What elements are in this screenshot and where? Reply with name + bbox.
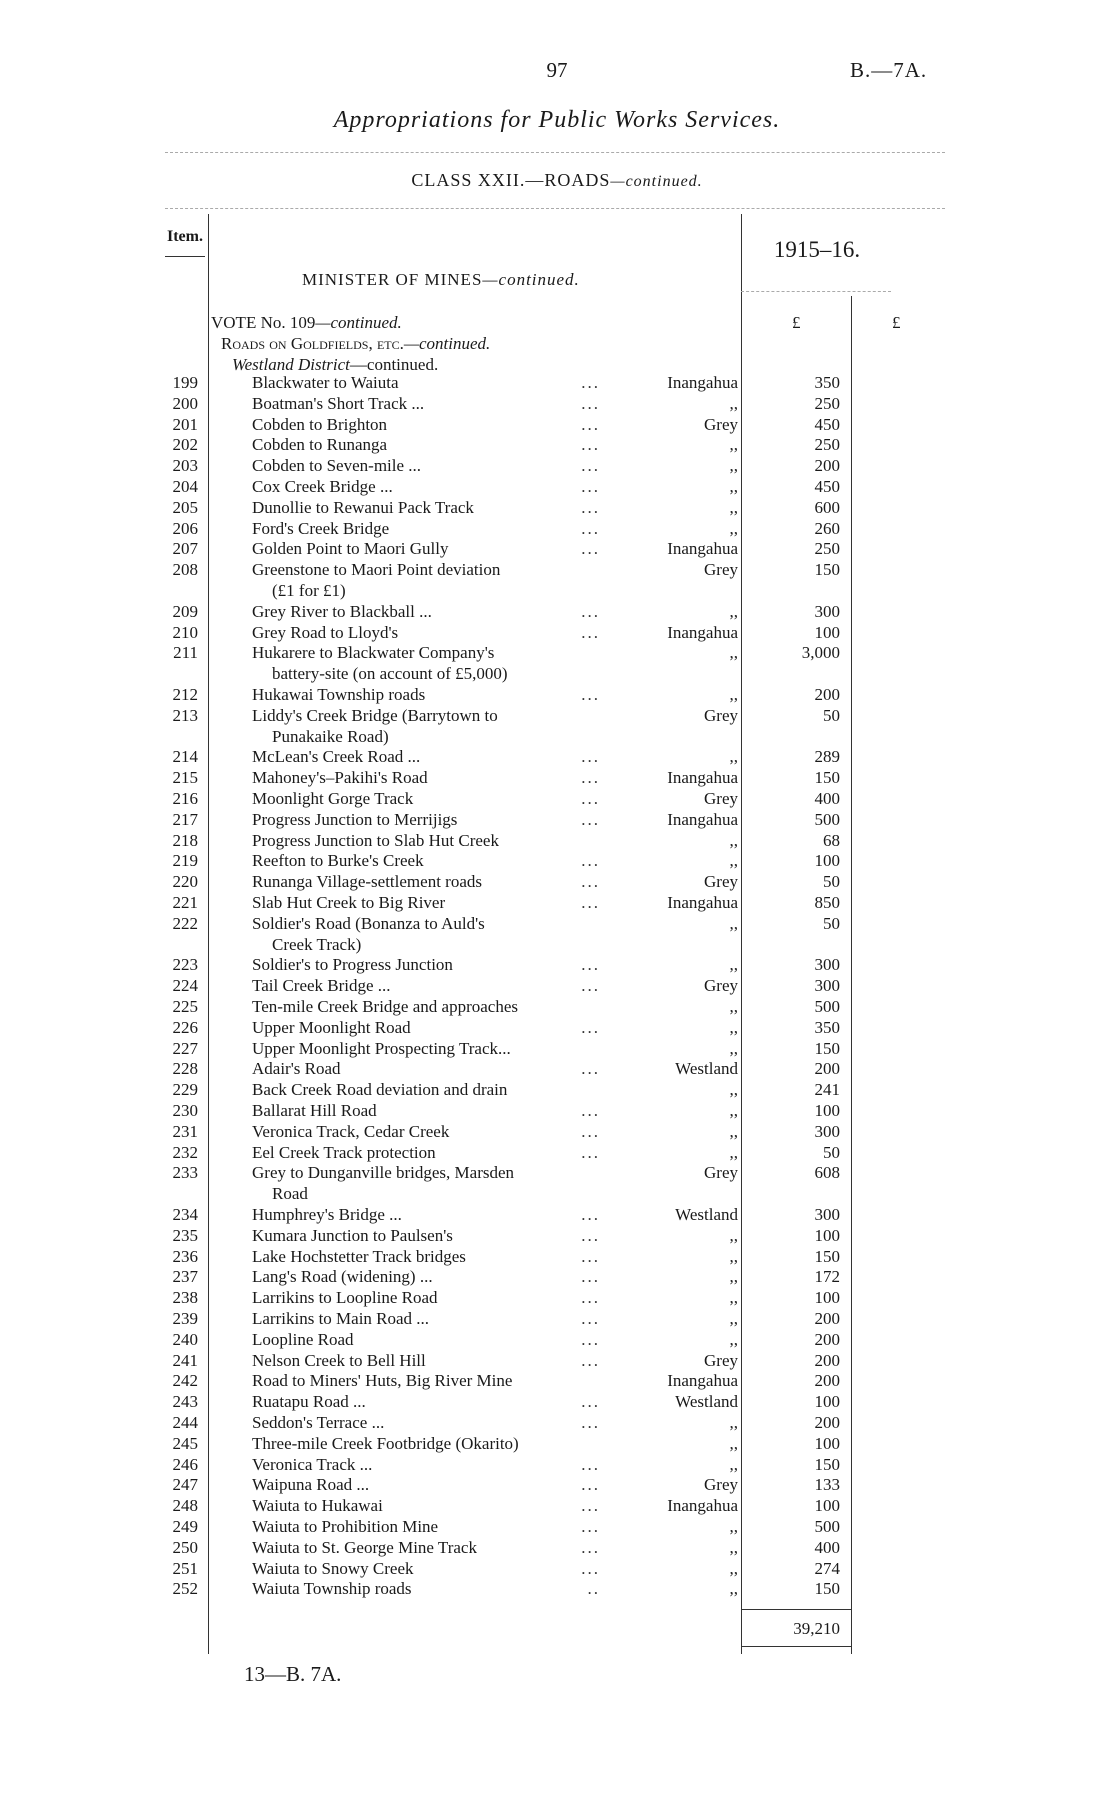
leader-dots: ...: [581, 373, 600, 392]
leader-dots: ...: [581, 1267, 600, 1287]
amount-value: 241: [814, 1080, 840, 1100]
road-description: Humphrey's Bridge ...: [252, 1205, 402, 1224]
road-description: Nelson Creek to Bell Hill: [252, 1350, 426, 1370]
electoral-district: Westland: [675, 1059, 738, 1079]
amount-value: 100: [814, 1433, 840, 1453]
road-description: Eel Creek Track protection: [252, 1142, 436, 1162]
electoral-district: ,,: [729, 1267, 738, 1287]
electoral-district: ,,: [729, 1121, 738, 1141]
item-number: 229: [172, 1080, 198, 1100]
ministry-continued: —continued.: [482, 270, 580, 289]
vote-heading: [211, 313, 402, 333]
title-rule: [165, 152, 945, 153]
ministry-heading: [302, 270, 580, 290]
road-description: Mahoney's–Pakihi's Road: [252, 768, 428, 788]
electoral-district: ,,: [729, 518, 738, 538]
road-description: Veronica Track, Cedar Creek: [252, 1121, 450, 1141]
electoral-district: ,,: [729, 477, 738, 496]
road-description: Tail Creek Bridge ...: [252, 976, 391, 996]
amount-value: 50: [823, 1142, 840, 1162]
road-description: Ballarat Hill Road: [252, 1101, 377, 1120]
electoral-district: Westland: [675, 1392, 738, 1412]
item-number: 214: [172, 747, 198, 767]
road-description: Upper Moonlight Road: [252, 1017, 411, 1037]
total-rule-bottom: [741, 1646, 851, 1647]
electoral-district: Inangahua: [667, 622, 738, 642]
road-description: Soldier's Road (Bonanza to Auld's: [252, 913, 485, 933]
item-number: 199: [172, 373, 198, 392]
road-description: Ruatapu Road ...: [252, 1392, 366, 1412]
amount-value: 289: [814, 747, 840, 767]
amount-value: 350: [814, 373, 840, 392]
item-number: 207: [172, 539, 198, 559]
class-rule: [165, 208, 945, 209]
leader-dots: ...: [581, 1121, 600, 1141]
electoral-district: Grey: [704, 705, 738, 725]
electoral-district: Inangahua: [667, 373, 738, 392]
road-description: Progress Junction to Merrijigs: [252, 809, 458, 829]
road-description: Loopline Road: [252, 1329, 354, 1349]
item-number: 215: [172, 768, 198, 788]
item-number: 204: [172, 477, 198, 496]
amount-value: 150: [814, 768, 840, 788]
road-description-continued: Punakaike Road): [272, 726, 389, 746]
road-description: Hukarere to Blackwater Company's: [252, 643, 495, 663]
vote-number: VOTE No. 109: [211, 313, 316, 332]
leader-dots: ...: [581, 976, 600, 996]
page-number: 97: [546, 58, 568, 82]
item-number: 237: [172, 1267, 198, 1287]
amount-value: 50: [823, 872, 840, 892]
electoral-district: ,,: [729, 1225, 738, 1245]
amount-value: 450: [814, 414, 840, 434]
amount-value: 50: [823, 705, 840, 725]
item-number: 242: [172, 1371, 198, 1391]
electoral-district: ,,: [729, 601, 738, 621]
leader-dots: ...: [581, 789, 600, 808]
amount-value: 600: [814, 497, 840, 517]
item-number: 211: [173, 643, 198, 663]
item-number: 248: [172, 1496, 198, 1516]
amount-value: 300: [814, 955, 840, 975]
road-description: Veronica Track ...: [252, 1454, 373, 1474]
item-number: 230: [172, 1101, 198, 1120]
electoral-district: ,,: [729, 1142, 738, 1162]
year-rule: [741, 291, 891, 292]
electoral-district: Grey: [704, 872, 738, 892]
road-description: Dunollie to Rewanui Pack Track: [252, 497, 474, 517]
electoral-district: ,,: [729, 643, 738, 663]
road-description: Liddy's Creek Bridge (Barrytown to: [252, 705, 498, 725]
road-description: Waiuta to Snowy Creek: [252, 1558, 414, 1578]
road-description: Runanga Village-settlement roads: [252, 872, 482, 892]
vote-continued: —continued.: [315, 313, 402, 332]
amount-value: 200: [814, 1350, 840, 1370]
item-number: 235: [172, 1225, 198, 1245]
amount-value: 100: [814, 851, 840, 871]
electoral-district: ,,: [729, 747, 738, 767]
district-heading: [232, 355, 438, 375]
leader-dots: ...: [581, 1329, 600, 1349]
leader-dots: ...: [581, 1558, 600, 1578]
item-number: 240: [172, 1329, 198, 1349]
amount-value: 500: [814, 1517, 840, 1536]
amount-value: 300: [814, 601, 840, 621]
amount-value: 200: [814, 685, 840, 704]
item-number: 239: [172, 1309, 198, 1328]
ministry-name: MINISTER OF MINES: [302, 270, 483, 289]
amount-value: 200: [814, 1309, 840, 1328]
section-heading: [221, 334, 490, 354]
amount-value: 150: [814, 1038, 840, 1058]
leader-dots: ...: [581, 1475, 600, 1495]
item-number: 212: [172, 685, 198, 704]
amount-value: 172: [814, 1267, 840, 1287]
amount-value: 100: [814, 622, 840, 642]
class-heading: [0, 170, 1114, 191]
road-description: Seddon's Terrace ...: [252, 1413, 385, 1432]
road-description: Adair's Road: [252, 1059, 341, 1079]
item-column-header: Item.: [167, 228, 203, 245]
item-number: 208: [172, 560, 198, 580]
road-description: Lang's Road (widening) ...: [252, 1267, 433, 1287]
amount-value: 50: [823, 913, 840, 933]
item-number: 202: [172, 435, 198, 455]
item-number: 249: [172, 1517, 198, 1536]
item-number: 228: [172, 1059, 198, 1079]
leader-dots: ...: [581, 456, 600, 476]
item-number: 209: [172, 601, 198, 621]
amount-value: 400: [814, 789, 840, 808]
amount-value: 300: [814, 1205, 840, 1224]
item-number: 247: [172, 1475, 198, 1495]
leader-dots: ...: [581, 1496, 600, 1516]
amount-value: 608: [814, 1163, 840, 1183]
electoral-district: ,,: [729, 1288, 738, 1308]
road-description: Ford's Creek Bridge: [252, 518, 390, 538]
electoral-district: ,,: [729, 851, 738, 871]
electoral-district: Inangahua: [667, 893, 738, 912]
item-number: 213: [172, 705, 198, 725]
road-description: Blackwater to Waiuta: [252, 373, 399, 392]
item-number: 238: [172, 1288, 198, 1308]
item-number: 210: [172, 622, 198, 642]
leader-dots: ...: [581, 851, 600, 871]
road-description: Grey River to Blackball ...: [252, 601, 432, 621]
electoral-district: ,,: [729, 1517, 738, 1536]
road-description: Hukawai Township roads: [252, 685, 426, 704]
grand-total: 39,210: [793, 1619, 840, 1638]
district-name: Westland District: [232, 355, 350, 374]
item-number: 219: [172, 851, 198, 871]
electoral-district: Inangahua: [667, 809, 738, 829]
electoral-district: ,,: [729, 497, 738, 517]
leader-dots: ...: [581, 1142, 600, 1162]
amount-value: 68: [823, 830, 840, 850]
electoral-district: Grey: [704, 1350, 738, 1370]
amount-value: 250: [814, 393, 840, 413]
leader-dots: ...: [581, 1413, 600, 1432]
electoral-district: ,,: [729, 1329, 738, 1349]
road-description: Cobden to Brighton: [252, 414, 388, 434]
leader-dots: ...: [581, 1059, 600, 1079]
leader-dots: ...: [581, 1205, 600, 1224]
amount-value: 850: [814, 893, 840, 912]
item-number: 233: [172, 1163, 198, 1183]
electoral-district: ,,: [729, 997, 738, 1016]
amount-value: 274: [814, 1558, 840, 1578]
amount-value: 300: [814, 1121, 840, 1141]
item-number: 203: [172, 456, 198, 476]
electoral-district: ,,: [729, 955, 738, 975]
leader-dots: ...: [581, 1350, 600, 1370]
road-description: McLean's Creek Road ...: [252, 747, 421, 767]
road-description: Road to Miners' Huts, Big River Mine: [252, 1371, 513, 1391]
item-number: 225: [172, 997, 198, 1016]
item-number: 201: [172, 414, 198, 434]
electoral-district: Grey: [704, 560, 738, 580]
item-number: 250: [172, 1537, 198, 1557]
amount-value: 250: [814, 435, 840, 455]
road-description: Upper Moonlight Prospecting Track...: [252, 1038, 511, 1058]
electoral-district: ,,: [729, 1579, 738, 1599]
road-description-continued: Creek Track): [272, 934, 362, 954]
amount-value: 200: [814, 1059, 840, 1079]
leader-dots: ...: [581, 539, 600, 559]
road-description: Moonlight Gorge Track: [252, 789, 414, 808]
road-description-continued: Road: [272, 1184, 308, 1204]
amount-value: 200: [814, 1371, 840, 1391]
leader-dots: ...: [581, 1454, 600, 1474]
leader-dots: ...: [581, 1017, 600, 1037]
item-column-divider: [208, 214, 209, 1654]
item-number: 205: [172, 497, 198, 517]
electoral-district: ,,: [729, 1017, 738, 1037]
road-description: Waiuta to Hukawai: [252, 1496, 383, 1516]
amount-value: 3,000: [801, 643, 840, 663]
amount-value: 100: [814, 1225, 840, 1245]
item-number: 246: [172, 1454, 198, 1474]
road-description: Larrikins to Loopline Road: [252, 1288, 438, 1308]
leader-dots: ...: [581, 1101, 600, 1120]
item-number: 220: [172, 872, 198, 892]
item-number: 251: [172, 1558, 198, 1578]
road-description: Grey Road to Lloyd's: [252, 622, 399, 642]
leader-dots: ...: [581, 955, 600, 975]
electoral-district: Grey: [704, 789, 738, 808]
leader-dots: ...: [581, 1392, 600, 1412]
road-description: Waiuta to St. George Mine Track: [252, 1537, 477, 1557]
item-number: 226: [172, 1017, 198, 1037]
road-description: Waiuta to Prohibition Mine: [252, 1517, 439, 1536]
leader-dots: ...: [581, 1517, 600, 1536]
amount-value: 200: [814, 456, 840, 476]
road-description: Back Creek Road deviation and drain: [252, 1080, 508, 1100]
road-description: Slab Hut Creek to Big River: [252, 893, 446, 912]
leader-dots: ...: [581, 809, 600, 829]
leader-dots: ...: [581, 1246, 600, 1266]
road-description: Golden Point to Maori Gully: [252, 539, 449, 559]
electoral-district: ,,: [729, 435, 738, 455]
electoral-district: Inangahua: [667, 768, 738, 788]
leader-dots: ...: [581, 893, 600, 912]
currency-symbol-amount: £: [792, 313, 801, 332]
leader-dots: ...: [581, 393, 600, 413]
amount-value: 250: [814, 539, 840, 559]
amount-value: 100: [814, 1101, 840, 1120]
amount-value: 200: [814, 1413, 840, 1432]
electoral-district: ,,: [729, 1537, 738, 1557]
electoral-district: ,,: [729, 685, 738, 704]
electoral-district: Grey: [704, 1163, 738, 1183]
item-number: 244: [172, 1413, 198, 1432]
electoral-district: ,,: [729, 1433, 738, 1453]
electoral-district: Inangahua: [667, 1496, 738, 1516]
electoral-district: ,,: [729, 393, 738, 413]
leader-dots: ...: [581, 477, 600, 496]
leader-dots: ...: [581, 1288, 600, 1308]
amount-value: 100: [814, 1496, 840, 1516]
amount-value: 500: [814, 997, 840, 1016]
section-name: Roads on Goldfields, etc.: [221, 334, 404, 353]
road-description: Cox Creek Bridge ...: [252, 477, 393, 496]
item-number: 200: [172, 393, 198, 413]
road-description-continued: (£1 for £1): [272, 580, 346, 600]
amount-value: 133: [814, 1475, 840, 1495]
road-description: Lake Hochstetter Track bridges: [252, 1246, 466, 1266]
leader-dots: ...: [581, 768, 600, 788]
leader-dots: ...: [581, 622, 600, 642]
road-description: Soldier's to Progress Junction: [252, 955, 453, 975]
leader-dots: ...: [581, 1537, 600, 1557]
leader-dots: ...: [581, 497, 600, 517]
leader-dots: ...: [581, 872, 600, 892]
item-number: 218: [172, 830, 198, 850]
electoral-district: ,,: [729, 1413, 738, 1432]
road-description: Kumara Junction to Paulsen's: [252, 1225, 453, 1245]
district-continued: —continued.: [349, 355, 439, 374]
electoral-district: ,,: [729, 1080, 738, 1100]
amount-value: 300: [814, 976, 840, 996]
printer-signature: 13—B. 7A.: [244, 1662, 342, 1686]
leader-dots: ...: [581, 685, 600, 704]
amount-value: 150: [814, 1579, 840, 1599]
item-number: 223: [172, 955, 198, 975]
item-number: 234: [172, 1205, 198, 1224]
road-description: Waipuna Road ...: [252, 1475, 370, 1495]
item-number: 243: [172, 1392, 198, 1412]
electoral-district: Inangahua: [667, 539, 738, 559]
amount-value: 150: [814, 1246, 840, 1266]
amount-value: 150: [814, 560, 840, 580]
amount-value: 500: [814, 809, 840, 829]
item-number: 217: [172, 809, 198, 829]
road-description: Cobden to Runanga: [252, 435, 388, 455]
item-number: 241: [172, 1350, 198, 1370]
year-header: 1915–16.: [773, 237, 861, 262]
road-description-continued: battery-site (on account of £5,000): [272, 664, 508, 684]
amount-value: 150: [814, 1454, 840, 1474]
amount-value: 450: [814, 477, 840, 496]
item-number: 236: [172, 1246, 198, 1266]
electoral-district: Grey: [704, 1475, 738, 1495]
leader-dots: ...: [581, 414, 600, 434]
road-description: Larrikins to Main Road ...: [252, 1309, 430, 1328]
class-continued: —continued.: [610, 173, 703, 190]
amount-value: 260: [814, 518, 840, 538]
road-description: Greenstone to Maori Point deviation: [252, 560, 501, 580]
page-title: Appropriations for Public Works Services.: [333, 107, 781, 133]
road-description: Progress Junction to Slab Hut Creek: [252, 830, 499, 850]
section-continued: —continued.: [403, 334, 491, 353]
item-number: 245: [172, 1433, 198, 1453]
leader-dots: ..: [587, 1579, 600, 1599]
electoral-district: ,,: [729, 1038, 738, 1058]
leader-dots: ...: [581, 518, 600, 538]
electoral-district: Grey: [704, 414, 738, 434]
item-number: 227: [172, 1038, 198, 1058]
leader-dots: ...: [581, 435, 600, 455]
item-number: 232: [172, 1142, 198, 1162]
leader-dots: ...: [581, 1225, 600, 1245]
amount-value: 400: [814, 1537, 840, 1557]
class-main: CLASS XXII.—ROADS: [411, 170, 611, 190]
electoral-district: ,,: [729, 830, 738, 850]
road-description: Boatman's Short Track ...: [252, 393, 425, 413]
electoral-district: ,,: [729, 1101, 738, 1120]
road-description: Waiuta Township roads: [252, 1579, 412, 1599]
item-number: 222: [172, 913, 198, 933]
item-number: 206: [172, 518, 198, 538]
electoral-district: ,,: [729, 1246, 738, 1266]
electoral-district: Westland: [675, 1205, 738, 1224]
item-number: 221: [172, 893, 198, 912]
leader-dots: ...: [581, 601, 600, 621]
electoral-district: ,,: [729, 1558, 738, 1578]
leader-dots: ...: [581, 747, 600, 767]
road-description: Ten-mile Creek Bridge and approaches: [252, 997, 518, 1016]
electoral-district: ,,: [729, 456, 738, 476]
currency-symbol-total: £: [892, 313, 901, 332]
leader-dots: ...: [581, 1309, 600, 1328]
amount-value: 100: [814, 1392, 840, 1412]
document-reference: B.—7A.: [850, 58, 928, 82]
total-rule-top: [741, 1609, 851, 1610]
item-header-rule: [165, 256, 205, 257]
road-description: Cobden to Seven-mile ...: [252, 456, 422, 476]
item-number: 252: [172, 1579, 198, 1599]
item-number: 216: [172, 789, 198, 808]
electoral-district: Inangahua: [667, 1371, 738, 1391]
amount-value: 350: [814, 1017, 840, 1037]
electoral-district: ,,: [729, 1454, 738, 1474]
electoral-district: Grey: [704, 976, 738, 996]
amount-value: 100: [814, 1288, 840, 1308]
road-description: Grey to Dunganville bridges, Marsden: [252, 1163, 515, 1183]
electoral-district: ,,: [729, 913, 738, 933]
road-description: Three-mile Creek Footbridge (Okarito): [252, 1433, 519, 1453]
subtotal-column-divider: [851, 296, 852, 1654]
electoral-district: ,,: [729, 1309, 738, 1328]
item-number: 224: [172, 976, 198, 996]
amount-value: 200: [814, 1329, 840, 1349]
item-number: 231: [172, 1121, 198, 1141]
road-description: Reefton to Burke's Creek: [252, 851, 424, 871]
